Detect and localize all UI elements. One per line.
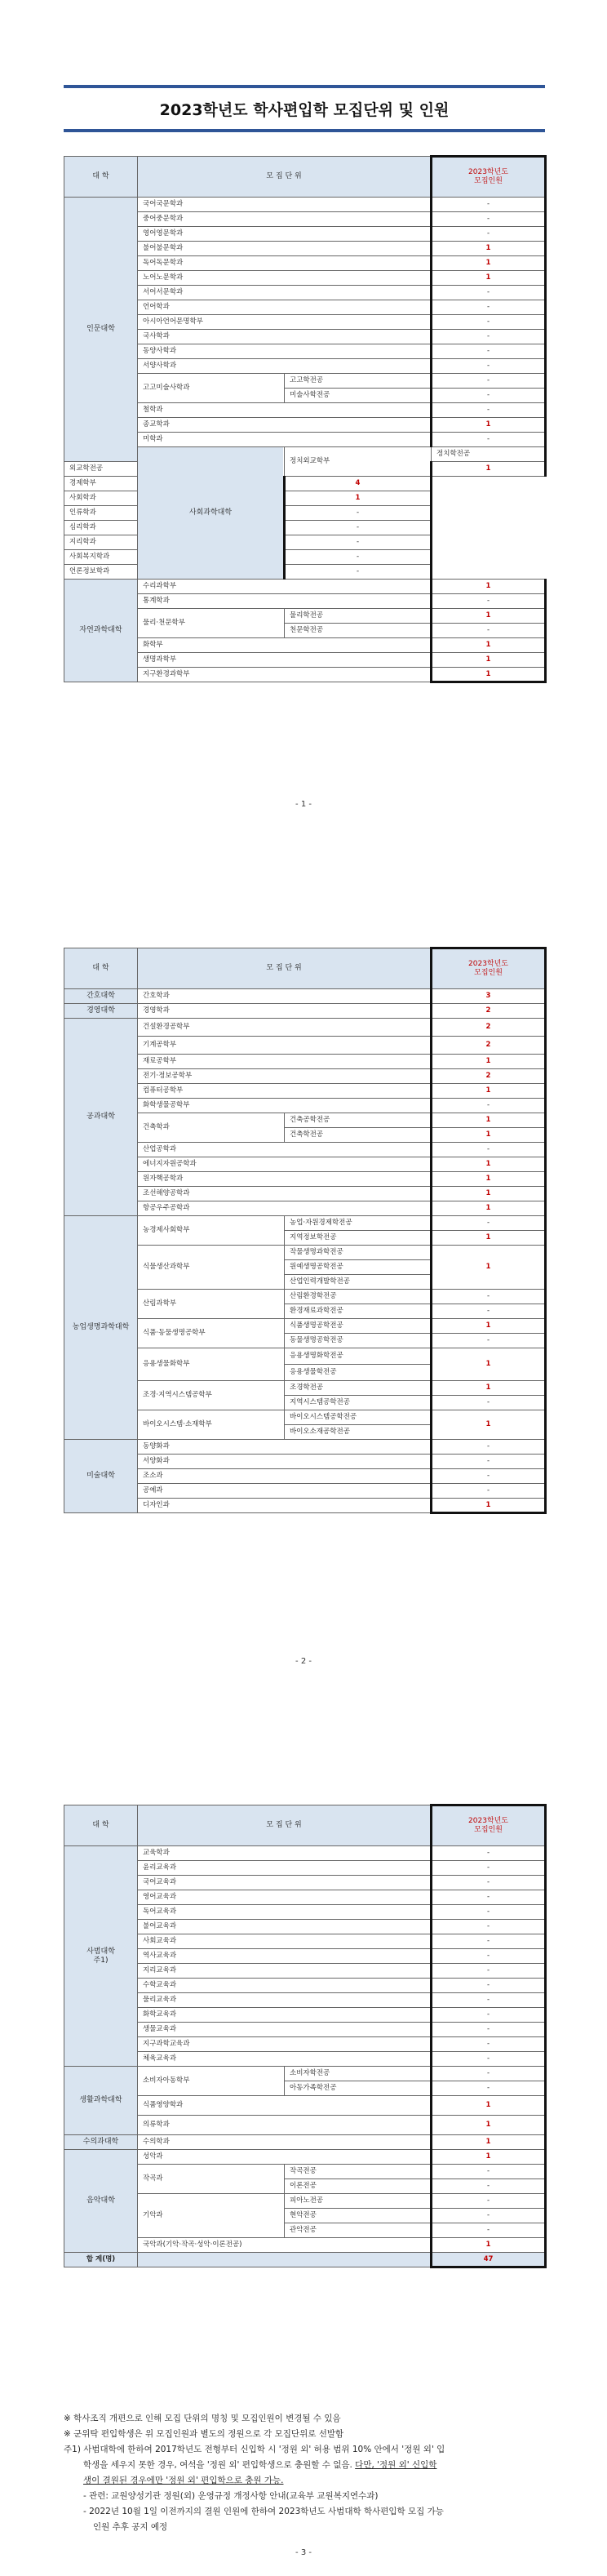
major-cell: 미술사학전공 xyxy=(285,389,432,403)
dept-cell: 수학교육과 xyxy=(138,1979,432,1993)
count-cell: - xyxy=(285,565,432,580)
count-cell: 1 xyxy=(432,609,546,624)
header-unit: 모 집 단 위 xyxy=(138,948,432,989)
count-cell: - xyxy=(432,1890,546,1905)
total-count: 47 xyxy=(432,2253,546,2267)
admission-table-1 xyxy=(64,155,547,683)
count-cell: 1 xyxy=(285,491,432,506)
major-cell: 농업·자원경제학전공 xyxy=(285,1216,432,1231)
college-engineering: 공과대학 xyxy=(64,1019,138,1216)
major-cell: 고고학전공 xyxy=(285,374,432,389)
count-cell: - xyxy=(432,1905,546,1920)
dept-cell: 물리교육과 xyxy=(138,1993,432,2008)
dept-cell: 수의학과 xyxy=(138,2135,432,2150)
note-line: 학생을 세우지 못한 경우, 여석을 '정원 외' 편입학생으로 충원할 수 없음. 다만, '정원 외' 신입학 xyxy=(83,2460,437,2470)
dept-cell: 화학부 xyxy=(138,638,432,653)
count-cell: 2 xyxy=(432,1004,546,1019)
count-cell: - xyxy=(432,1920,546,1934)
major-cell: 관악전공 xyxy=(285,2223,432,2238)
dept-cell: 정치외교학부 xyxy=(285,447,432,477)
count-cell: - xyxy=(432,227,546,242)
count-cell: 2 xyxy=(432,1037,546,1055)
count-cell: - xyxy=(432,1455,546,1469)
count-cell: - xyxy=(432,212,546,227)
count-cell: - xyxy=(432,389,546,403)
college-music: 음악대학 xyxy=(64,2150,138,2253)
count-cell: 1 xyxy=(432,1157,546,1172)
total-label: 합 계(명) xyxy=(64,2253,138,2267)
count-cell: 1 xyxy=(432,1319,546,1334)
major-cell: 동물생명공학전공 xyxy=(285,1334,432,1348)
count-cell: 1 xyxy=(432,1381,546,1396)
dept-cell: 생명과학부 xyxy=(138,653,432,668)
dept-cell: 언어학과 xyxy=(138,300,432,315)
college-veterinary: 수의과대학 xyxy=(64,2135,138,2150)
dept-cell: 조선해양공학과 xyxy=(138,1187,432,1201)
major-cell: 원예생명공학전공 xyxy=(285,1260,432,1275)
count-cell: 1 xyxy=(432,271,546,286)
count-cell: - xyxy=(432,2037,546,2052)
count-cell: - xyxy=(432,1290,546,1304)
header-count: 2023학년도 모집인원 xyxy=(432,1805,546,1846)
dept-cell: 고고미술사학과 xyxy=(138,374,285,403)
count-cell: 1 xyxy=(432,1246,546,1290)
count-cell: - xyxy=(432,1993,546,2008)
count-cell: 1 xyxy=(432,1499,546,1513)
dept-cell: 의류학과 xyxy=(138,2116,432,2135)
dept-cell: 식품영양학과 xyxy=(138,2096,432,2116)
count-cell: - xyxy=(432,2209,546,2223)
count-cell: - xyxy=(432,1099,546,1113)
college-social-science: 사회과학대학 xyxy=(138,447,285,580)
count-cell: 1 xyxy=(432,653,546,668)
dept-cell: 불어불문학과 xyxy=(138,242,432,256)
count-cell: - xyxy=(432,330,546,344)
major-cell: 응용생명화학전공 xyxy=(285,1348,432,1365)
dept-cell: 아시아언어문명학부 xyxy=(138,315,432,330)
dept-cell: 미학과 xyxy=(138,433,432,447)
count-cell: - xyxy=(432,1304,546,1319)
dept-cell: 통계학과 xyxy=(138,594,432,609)
dept-cell: 응용생물화학부 xyxy=(138,1348,285,1381)
major-cell: 외교학전공 xyxy=(64,462,138,477)
college-business: 경영대학 xyxy=(64,1004,138,1019)
major-cell: 환경재료과학전공 xyxy=(285,1304,432,1319)
dept-cell: 농경제사회학부 xyxy=(138,1216,285,1246)
count-cell: - xyxy=(432,1876,546,1890)
dept-cell: 재료공학부 xyxy=(138,1055,432,1069)
header-college: 대 학 xyxy=(64,157,138,198)
count-cell: - xyxy=(432,300,546,315)
major-cell: 지역정보학전공 xyxy=(285,1231,432,1246)
dept-cell: 서어서문학과 xyxy=(138,286,432,300)
major-cell: 응용생물학전공 xyxy=(285,1365,432,1381)
dept-cell: 경영학과 xyxy=(138,1004,432,1019)
dept-cell: 화학교육과 xyxy=(138,2008,432,2023)
dept-cell: 산림과학부 xyxy=(138,1290,285,1319)
count-cell: 1 xyxy=(432,1231,546,1246)
dept-cell: 디자인과 xyxy=(138,1499,432,1513)
count-cell: - xyxy=(432,2223,546,2238)
header-unit: 모 집 단 위 xyxy=(138,157,432,198)
dept-cell: 소비자아동학부 xyxy=(138,2067,285,2096)
dept-cell: 지구환경과학부 xyxy=(138,668,432,682)
count-cell: - xyxy=(432,198,546,212)
count-cell: - xyxy=(432,594,546,609)
count-cell: - xyxy=(432,374,546,389)
page-title: 2023학년도 학사편입학 모집단위 및 인원 xyxy=(159,101,450,119)
header-count: 2023학년도 모집인원 xyxy=(432,948,546,989)
dept-cell: 경제학부 xyxy=(64,477,285,491)
note-line: 생이 결원된 경우에만 '정원 외' 편입학으로 충원 가능. xyxy=(83,2476,284,2485)
admission-table-2 xyxy=(64,947,547,1514)
count-cell: - xyxy=(285,521,432,535)
count-cell: - xyxy=(285,506,432,521)
count-cell: 1 xyxy=(432,1055,546,1069)
major-cell: 작물생명과학전공 xyxy=(285,1246,432,1260)
major-cell: 아동가족학전공 xyxy=(285,2081,432,2096)
count-cell: - xyxy=(432,1334,546,1348)
dept-cell: 바이오시스템·소재학부 xyxy=(138,1410,285,1440)
count-cell: - xyxy=(432,1469,546,1484)
count-cell: - xyxy=(285,550,432,565)
count-cell: - xyxy=(432,2081,546,2096)
page-3 xyxy=(0,1717,607,2576)
dept-cell: 역사교육과 xyxy=(138,1949,432,1964)
count-cell: - xyxy=(432,1216,546,1231)
dept-cell: 사회학과 xyxy=(64,491,285,506)
dept-cell: 영어영문학과 xyxy=(138,227,432,242)
page-1 xyxy=(0,0,607,859)
admission-table-3 xyxy=(64,1804,547,2268)
major-cell: 현악전공 xyxy=(285,2209,432,2223)
major-cell: 작곡전공 xyxy=(285,2165,432,2179)
count-cell: - xyxy=(432,1484,546,1499)
count-cell: - xyxy=(432,1846,546,1861)
count-cell: - xyxy=(432,2194,546,2209)
count-cell: - xyxy=(285,535,432,550)
major-cell: 정치학전공 xyxy=(432,447,546,462)
dept-cell: 중어중문학과 xyxy=(138,212,432,227)
dept-cell: 작곡과 xyxy=(138,2165,285,2194)
count-cell: - xyxy=(432,1440,546,1455)
major-cell: 바이오소재공학전공 xyxy=(285,1425,432,1440)
count-cell: - xyxy=(432,433,546,447)
count-cell: 1 xyxy=(432,2096,546,2116)
college-nursing: 간호대학 xyxy=(64,989,138,1004)
dept-cell: 지리교육과 xyxy=(138,1964,432,1979)
count-cell: - xyxy=(432,2165,546,2179)
count-cell: 1 xyxy=(432,580,546,594)
dept-cell: 인류학과 xyxy=(64,506,285,521)
count-cell: - xyxy=(432,286,546,300)
page-2 xyxy=(0,859,607,1717)
count-cell: 1 xyxy=(432,1084,546,1099)
dept-cell: 성악과 xyxy=(138,2150,432,2165)
count-cell: - xyxy=(432,2179,546,2194)
dept-cell: 식품·동물생명공학부 xyxy=(138,1319,285,1348)
count-cell: 1 xyxy=(432,1187,546,1201)
dept-cell: 간호학과 xyxy=(138,989,432,1004)
dept-cell: 사회복지학과 xyxy=(64,550,285,565)
college-natural-science: 자연과학대학 xyxy=(64,580,138,682)
count-cell: 1 xyxy=(432,1172,546,1187)
count-cell: 1 xyxy=(432,1348,546,1381)
count-cell: 1 xyxy=(432,668,546,682)
page-number: - 1 - xyxy=(295,800,312,809)
dept-cell: 국어교육과 xyxy=(138,1876,432,1890)
major-cell: 소비자학전공 xyxy=(285,2067,432,2081)
major-cell: 피아노전공 xyxy=(285,2194,432,2209)
dept-cell: 국악과(기악·작곡·성악·이론전공) xyxy=(138,2238,432,2253)
major-cell: 조경학전공 xyxy=(285,1381,432,1396)
dept-cell: 식물생산과학부 xyxy=(138,1246,285,1290)
count-cell: 1 xyxy=(432,242,546,256)
dept-cell: 물리·천문학부 xyxy=(138,609,285,638)
dept-cell: 체육교육과 xyxy=(138,2052,432,2067)
dept-cell: 동양화과 xyxy=(138,1440,432,1455)
dept-cell: 에너지자원공학과 xyxy=(138,1157,432,1172)
count-cell: 2 xyxy=(432,1069,546,1084)
header-college: 대 학 xyxy=(64,948,138,989)
college-human-ecology: 생활과학대학 xyxy=(64,2067,138,2135)
note-line: 인원 추후 공지 예정 xyxy=(93,2522,168,2532)
dept-cell: 서양사학과 xyxy=(138,359,432,374)
count-cell: - xyxy=(432,1934,546,1949)
header-college: 대 학 xyxy=(64,1805,138,1846)
dept-cell: 노어노문학과 xyxy=(138,271,432,286)
footnotes xyxy=(64,2411,545,2535)
count-cell: 1 xyxy=(432,2116,546,2135)
note-line: ※ 군위탁 편입학생은 위 모집인원과 별도의 정원으로 각 모집단위로 선발함 xyxy=(64,2429,344,2439)
college-agriculture: 농업생명과학대학 xyxy=(64,1216,138,1440)
dept-cell: 교육학과 xyxy=(138,1846,432,1861)
dept-cell: 건축학과 xyxy=(138,1113,285,1143)
header-count: 2023학년도 모집인원 xyxy=(432,157,546,198)
dept-cell: 수리과학부 xyxy=(138,580,432,594)
page-number: - 3 - xyxy=(295,2548,312,2557)
header-unit: 모 집 단 위 xyxy=(138,1805,432,1846)
major-cell: 바이오시스템공학전공 xyxy=(285,1410,432,1425)
count-cell: - xyxy=(432,403,546,418)
dept-cell: 기계공학부 xyxy=(138,1037,432,1055)
major-cell: 산림환경학전공 xyxy=(285,1290,432,1304)
count-cell: 4 xyxy=(285,477,432,491)
count-cell: 1 xyxy=(432,1201,546,1216)
dept-cell: 독어교육과 xyxy=(138,1905,432,1920)
dept-cell: 생물교육과 xyxy=(138,2023,432,2037)
dept-cell: 윤리교육과 xyxy=(138,1861,432,1876)
major-cell: 산업인력개발학전공 xyxy=(285,1275,432,1290)
dept-cell: 화학생물공학부 xyxy=(138,1099,432,1113)
college-humanities: 인문대학 xyxy=(64,198,138,462)
dept-cell: 국어국문학과 xyxy=(138,198,432,212)
college-fine-arts: 미술대학 xyxy=(64,1440,138,1513)
dept-cell: 산업공학과 xyxy=(138,1143,432,1157)
note-line: 주1) 사범대학에 한하여 2017학년도 전형부터 신입학 시 '정원 외' 허용 범위 10% 안에서 '정원 외' 입 xyxy=(64,2445,445,2454)
count-cell: 1 xyxy=(432,638,546,653)
note-line: ※ 학사조직 개편으로 인해 모집 단위의 명칭 및 모집인원이 변경될 수 있음 xyxy=(64,2414,341,2423)
count-cell: - xyxy=(432,2067,546,2081)
dept-cell: 건설환경공학부 xyxy=(138,1019,432,1037)
count-cell: 2 xyxy=(432,1019,546,1037)
dept-cell: 언론정보학과 xyxy=(64,565,285,580)
count-cell: 1 xyxy=(432,2150,546,2165)
dept-cell: 지구과학교육과 xyxy=(138,2037,432,2052)
major-cell: 물리학전공 xyxy=(285,609,432,624)
dept-cell: 불어교육과 xyxy=(138,1920,432,1934)
dept-cell: 독어독문학과 xyxy=(138,256,432,271)
count-cell: - xyxy=(432,2008,546,2023)
dept-cell: 컴퓨터공학부 xyxy=(138,1084,432,1099)
dept-cell: 전기·정보공학부 xyxy=(138,1069,432,1084)
count-cell: - xyxy=(432,315,546,330)
major-cell: 건축학전공 xyxy=(285,1128,432,1143)
college-education: 사범대학 주1) xyxy=(64,1846,138,2067)
dept-cell: 조소과 xyxy=(138,1469,432,1484)
dept-cell: 종교학과 xyxy=(138,418,432,433)
dept-cell: 서양화과 xyxy=(138,1455,432,1469)
count-cell: 1 xyxy=(432,1128,546,1143)
major-cell: 지역시스템공학전공 xyxy=(285,1396,432,1410)
title-banner xyxy=(64,85,545,132)
note-line: - 관련: 교원양성기관 정원(외) 운영규정 개정사항 안내(교육부 교원복지연수과) xyxy=(83,2491,379,2501)
count-cell: - xyxy=(432,1861,546,1876)
major-cell: 건축공학전공 xyxy=(285,1113,432,1128)
count-cell: - xyxy=(432,359,546,374)
count-cell: - xyxy=(432,1143,546,1157)
dept-cell: 항공우주공학과 xyxy=(138,1201,432,1216)
count-cell: 3 xyxy=(432,989,546,1004)
count-cell: 1 xyxy=(432,462,546,477)
dept-cell: 기악과 xyxy=(138,2194,285,2238)
count-cell: - xyxy=(432,1979,546,1993)
dept-cell: 원자핵공학과 xyxy=(138,1172,432,1187)
dept-cell: 국사학과 xyxy=(138,330,432,344)
dept-cell: 동양사학과 xyxy=(138,344,432,359)
count-cell: 1 xyxy=(432,1113,546,1128)
dept-cell: 조경·지역시스템공학부 xyxy=(138,1381,285,1410)
note-line: - 2022년 10월 1일 이전까지의 결원 인원에 한하여 2023학년도 사범대학 학사편입학 모집 가능 xyxy=(83,2507,444,2516)
count-cell: 1 xyxy=(432,1410,546,1440)
dept-cell: 사회교육과 xyxy=(138,1934,432,1949)
count-cell: - xyxy=(432,2052,546,2067)
count-cell: - xyxy=(432,1949,546,1964)
count-cell: 1 xyxy=(432,2238,546,2253)
count-cell: - xyxy=(432,1964,546,1979)
dept-cell: 철학과 xyxy=(138,403,432,418)
count-cell: 1 xyxy=(432,256,546,271)
count-cell: 1 xyxy=(432,418,546,433)
count-cell: - xyxy=(432,1396,546,1410)
major-cell: 천문학전공 xyxy=(285,624,432,638)
count-cell: - xyxy=(432,2023,546,2037)
major-cell: 이론전공 xyxy=(285,2179,432,2194)
page-number: - 2 - xyxy=(295,1657,312,1666)
major-cell: 식품생명공학전공 xyxy=(285,1319,432,1334)
count-cell: - xyxy=(432,344,546,359)
dept-cell: 공예과 xyxy=(138,1484,432,1499)
count-cell: - xyxy=(432,624,546,638)
dept-cell: 심리학과 xyxy=(64,521,285,535)
dept-cell: 영어교육과 xyxy=(138,1890,432,1905)
count-cell: 1 xyxy=(432,2135,546,2150)
dept-cell: 지리학과 xyxy=(64,535,285,550)
